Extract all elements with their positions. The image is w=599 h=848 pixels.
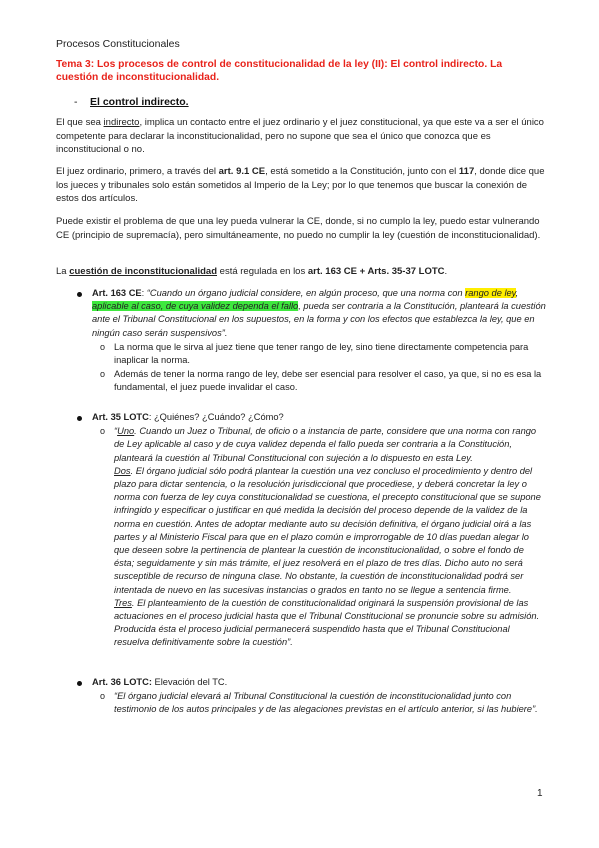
art163-sub-item-1 [56, 341, 546, 367]
art35-uno-label: Uno [117, 426, 135, 437]
document-header: Procesos Constitucionales [56, 38, 180, 50]
art163-sub-item-2 [56, 368, 546, 394]
paragraph-regulacion [56, 265, 546, 279]
sub-bullet-icon: o [100, 691, 106, 702]
sub-bullet-icon: o [100, 426, 106, 437]
p2-text-c: , está sometido a la Constitución, junto con el [265, 166, 459, 177]
p1-text-a: El que sea [56, 117, 104, 128]
art163-highlight-green: aplicable al caso, de cuya validez dependa el fallo [92, 301, 299, 312]
p1-underlined: indirecto [103, 117, 140, 128]
bullet-dot-icon [77, 292, 82, 297]
p4-text-c: está regulada en los [217, 266, 308, 277]
p2-bold-art91: art. 9.1 CE [218, 166, 266, 177]
bullet-dot-icon [77, 681, 82, 686]
p2-text-a: El juez ordinario, primero, a través del [56, 166, 219, 177]
p2-bold-117: 117 [458, 166, 475, 177]
bullet-art36 [56, 676, 546, 717]
art35-tres-text: . El planteamiento de la cuestión de constitucionalidad originará la suspensión provisional de las actuaciones en el proceso judicial hasta que el Tribunal Constitucional se pronuncie sobre su admisión. Producida ésta el proceso judicial permanecerá suspendido hasta que el Tribunal Constitucional resuelva definitivamente sobre la cuestión”. [114, 597, 540, 648]
p3-text: Puede existir el problema de que una ley pueda vulnerar la CE, donde, si no cumplo la ley, puedo estar vulnerando CE (principio de supremacía), pero simultáneamente, no puedo no cumplir la ley (cuestión de inconstitucionalidad). [56, 216, 541, 241]
art35-uno-text: . Cuando un Juez o Tribunal, de oficio o a instancia de parte, considere que una norma con rango de Ley aplicable al caso y de cuya validez dependa el fallo pueda ser contraria a la Constitución, planteará la cuestión al Tribunal Constitucional con sujeción a lo dispuesto en esta Ley. [114, 426, 537, 463]
art163-colon: : [141, 288, 147, 298]
heading-dash: - [74, 96, 78, 108]
section-heading [74, 96, 189, 108]
bullet-dot-icon [77, 416, 82, 421]
art35-questions: : ¿Quiénes? ¿Cuándo? ¿Cómo? [148, 412, 284, 422]
art163-quote-part3: , pueda ser contraria a la Constitución, planteará la cuestión ante el Tribunal Constitucional en los supuestos, en la forma y con los efectos que establezca la ley, que en ningún caso serán suspensivos”. [92, 301, 546, 338]
p4-bold-underlined: cuestión de inconstitucionalidad [69, 266, 218, 277]
paragraph-juez-ordinario [56, 165, 546, 206]
sub-bullet-icon: o [100, 369, 106, 380]
paragraph-indirecto [56, 116, 546, 157]
p4-bold-articles: art. 163 CE + Arts. 35-37 LOTC [307, 266, 445, 277]
p4-text-a: La [56, 266, 70, 277]
topic-title: Tema 3: Los procesos de control de constitucionalidad de la ley (II): El control indirecto. La cuestión de inconstitucionalidad. [56, 59, 503, 83]
art35-tres-label: Tres [114, 597, 132, 608]
page-number: 1 [537, 788, 543, 799]
art35-quote [56, 425, 546, 649]
art36-quote [56, 690, 546, 716]
art35-label: Art. 35 LOTC [92, 412, 149, 422]
bullet-art35 [56, 411, 546, 650]
art36-description: Elevación del TC. [151, 677, 228, 687]
art36-quote-text: “El órgano judicial elevará al Tribunal Constitucional la cuestión de inconstitucionalidad junto con testimonio de los autos principales y de las alegaciones previstas en el artículo anterior, si las hubiere”. [114, 691, 538, 715]
bullet-row-art36 [56, 676, 546, 689]
sub-bullet-icon: o [100, 341, 106, 352]
art163-label: Art. 163 CE [92, 288, 142, 298]
bullet-row-art163 [56, 287, 546, 340]
art163-quote-part2: , [515, 288, 519, 298]
art163-sub2-text: Además de tener la norma rango de ley, debe ser esencial para resolver el caso, ya que, si no es esa la fundamental, el juez puede invalidar el caso. [114, 369, 542, 393]
art35-dos-label: Dos [114, 465, 131, 476]
art35-dos-text: . El órgano judicial sólo podrá plantear la cuestión una vez concluso el procedimiento y dentro del plazo para dictar sentencia, o la resolución jurisdiccional que procediese, y deberá concretar la ley o norma con fuerza de ley cuya constitucionalidad se cuestiona, el precepto constitucional que se supone infringido y especificar o justificar en qué medida la decisión del proceso depende de la validez de la norma en cuestión. Antes de adoptar mediante auto su decisión definitiva, el órgano judicial oirá a las partes y al Ministerio Fiscal para que en el plazo común e improrrogable de 10 días puedan alegar lo que deseen sobre la pertinencia de plantear la cuestión de inconstitucionalidad, o sobre el fondo de ésta; seguidamente y sin más trámite, el juez resolverá en el plazo de tres días. Dicho auto no será susceptible de recurso de ninguna clase. No obstante, la cuestión de inconstitucionalidad podrá ser intentada de nuevo en las sucesivas instancias o grados en tanto no se llegue a sentencia firme. [114, 465, 541, 595]
p4-text-d: . [444, 266, 448, 277]
art163-sub1-text: La norma que le sirva al juez tiene que tener rango de ley, sino tiene directamente competencia para inaplicar la norma. [114, 341, 529, 366]
bullet-row-art35 [56, 411, 546, 424]
p1-text-b: , implica un contacto entre el juez ordinario y el juez constitucional, ya que este va a ser el único competente para declarar la inconstitucionalidad, pero no supone que sea el único que conozca que es inconstitucional o no. [56, 117, 544, 156]
art163-quote-part1: “Cuando un órgano judicial considere, en algún proceso, que una norma con [146, 288, 466, 298]
paragraph-problema [56, 215, 546, 242]
heading-text: El control indirecto. [90, 96, 189, 108]
art36-label: Art. 36 LOTC: [92, 677, 152, 687]
p2-text-d: , donde dice que los jueces y tribunales solo están sometidos al Imperio de la Ley; por lo que tenemos que buscar la conexión de estos dos artículos. [56, 166, 545, 205]
bullet-art163 [56, 287, 546, 395]
art35-open-quote: “ [114, 426, 118, 437]
art163-highlight-yellow: rango de ley [465, 288, 516, 298]
